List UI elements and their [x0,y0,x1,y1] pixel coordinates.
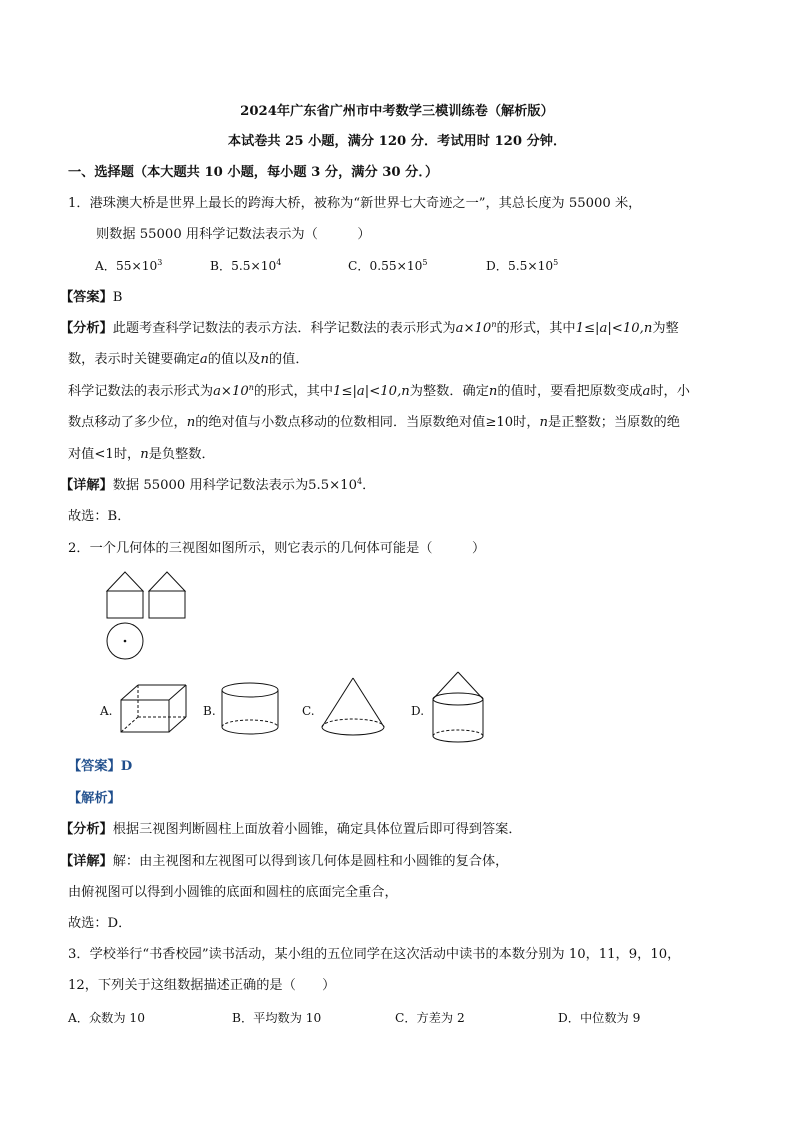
q3-stem-line2: 12，下列关于这组数据描述正确的是（ ） [68,978,336,993]
cuboid-figure [118,682,198,738]
q1-option-c: C．$0.55\times 10^5$ [348,258,428,273]
q1-option-d: D．$5.5\times 10^5$ [486,258,559,273]
q2-answer: 【答案】D [68,759,133,774]
q1-option-a: A．$55\times 10^3$ [95,258,163,273]
cylinder-with-cone-figure [428,669,490,749]
front-view-triangle [107,572,143,591]
q1-analysis-line2: 数，表示时关键要确定a的值以及n的值． [68,352,309,367]
q2-detail-line1: 【详解】解：由主视图和左视图可以得到该几何体是圆柱和小圆锥的复合体， [60,854,509,869]
q2-jiexi-tag: 【解析】 [68,791,121,806]
q2-detail-line2: 由俯视图可以得到小圆锥的底面和圆柱的底面完全重合， [68,885,398,900]
cylinder-figure [218,680,288,740]
cone-figure [318,676,388,742]
q2-option-c-label: C. [302,704,315,718]
side-view-triangle [149,572,185,591]
q2-option-b-label: B. [203,704,216,718]
q2-option-d-label: D. [411,704,425,718]
q1-stem-line1: 1．港珠澳大桥是世界上最长的跨海大桥，被称为“新世界七大奇迹之一”，其总长度为 55000 米， [68,196,642,211]
front-view-rect [107,591,143,618]
top-view-center-dot [124,640,127,643]
q3-option-a: A．众数为 10 [68,1011,145,1025]
q1-analysis-line1: 【分析】此题考查科学记数法的表示方法．科学记数法的表示形式为$a\times 10^n$的形式，其中1≤|a|<10,n为整 [60,320,679,336]
q2-option-a-label: A. [100,704,113,718]
q1-analysis-line3: 科学记数法的表示形式为$a\times 10^n$的形式，其中1≤|a|<10,n为整数．确定n的值时，要看把原数变成a时，小 [68,383,690,399]
q3-option-b: B．平均数为 10 [232,1011,322,1025]
q1-analysis-line4: 数点移动了多少位，n的绝对值与小数点移动的位数相同．当原数绝对值≥10时，n是正整数；当原数的绝 [68,415,680,430]
q1-analysis-line5: 对值<1时，n是负整数． [68,447,215,462]
q3-stem-line1: 3．学校举行“书香校园”读书活动，某小组的五位同学在这次活动中读书的本数分别为 10，11，9，10， [68,947,681,962]
three-view-figure [100,568,200,663]
page-title: 2024年广东省广州市中考数学三模训练卷（解析版） [240,104,554,119]
q1-stem-line2: 则数据 55000 用科学记数法表示为（ ） [96,227,371,242]
q2-analysis: 【分析】根据三视图判断圆柱上面放着小圆锥，确定具体位置后即可得到答案． [60,822,522,837]
q1-detail: 【详解】数据 55000 用科学记数法表示为$5.5\times 10^4$． [60,477,376,493]
q3-option-d: D．中位数为 9 [558,1011,641,1025]
q2-choice: 故选：D． [68,916,132,931]
q1-option-b: B．$5.5\times 10^4$ [210,258,282,273]
section-heading: 一、选择题（本大题共 10 小题，每小题 3 分，满分 30 分．） [68,165,439,180]
side-view-rect [149,591,185,618]
q1-choice: 故选：B． [68,509,131,524]
page-subtitle: 本试卷共 25 小题，满分 120 分．考试用时 120 分钟． [227,134,567,149]
q2-stem: 2．一个几何体的三视图如图所示，则它表示的几何体可能是（ ） [68,541,486,556]
q3-option-c: C．方差为 2 [395,1011,465,1025]
q1-answer: 【答案】B [60,290,123,305]
